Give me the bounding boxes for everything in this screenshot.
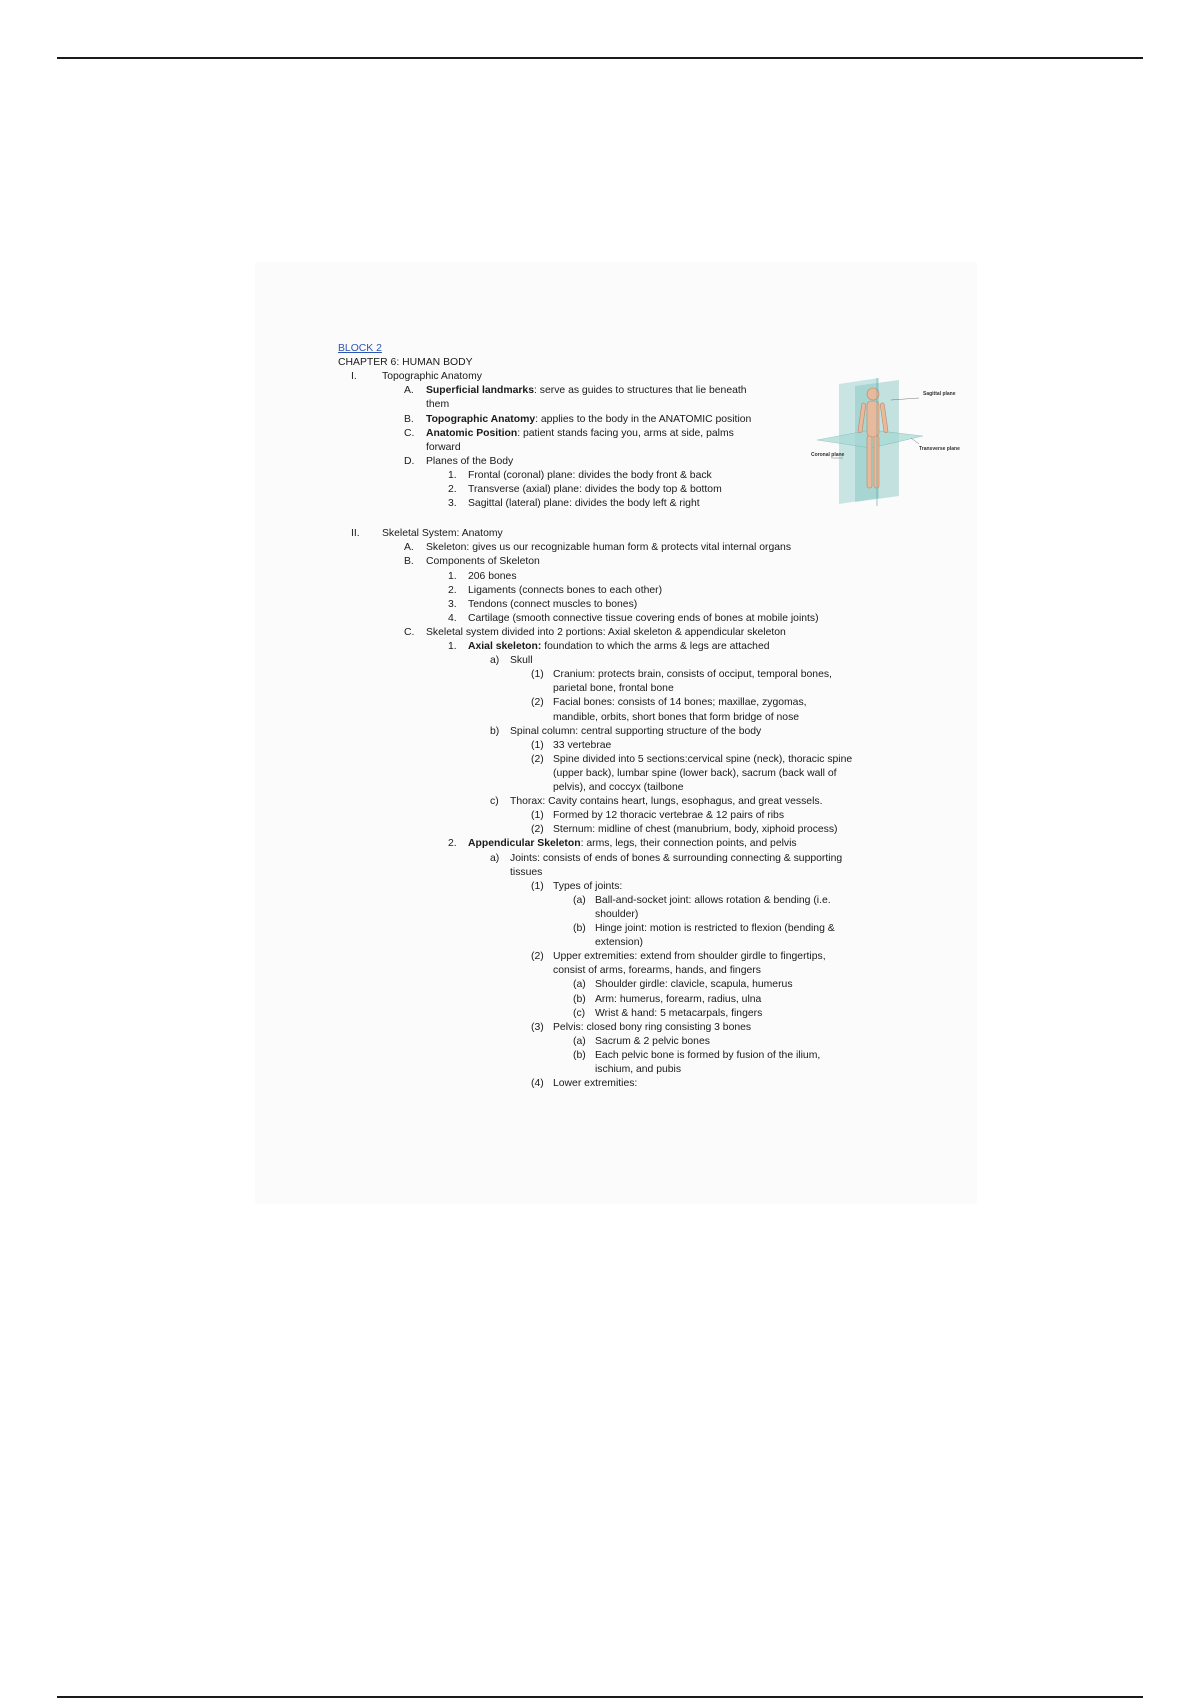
item-2c2a1b-cont: extension): [595, 937, 643, 949]
item-2b2: 2. Ligaments (connects bones to each other): [448, 584, 663, 596]
bottom-rule: [57, 1696, 1143, 1698]
section-2-heading: II. Skeletal System: Anatomy: [351, 528, 503, 540]
item-2c2: 2. Appendicular Skeleton: arms, legs, their connection points, and pelvis: [448, 838, 797, 850]
item-2c2a2a: (a) Shoulder girdle: clavicle, scapula, humerus: [573, 979, 793, 991]
body-planes-figure: [811, 378, 963, 508]
item-2c1b1: (1) 33 vertebrae: [531, 739, 612, 751]
chapter-title: CHAPTER 6: HUMAN BODY: [338, 357, 473, 369]
item-1d1: 1. Frontal (coronal) plane: divides the body front & back: [448, 469, 712, 481]
item-2a: A. Skeleton: gives us our recognizable human form & protects vital internal organs: [404, 542, 792, 554]
svg-text:Sagittal plane: Sagittal plane: [923, 391, 956, 397]
item-1d: D. Planes of the Body: [404, 455, 514, 467]
item-2c1a2-cont: mandible, orbits, short bones that form bridge of nose: [553, 711, 800, 723]
item-2c1c2: (2) Sternum: midline of chest (manubrium, body, xiphoid process): [531, 824, 838, 836]
item-2c1a1-cont: parietal bone, frontal bone: [553, 683, 674, 695]
item-2c1c1: (1) Formed by 12 thoracic vertebrae & 12 pairs of ribs: [531, 810, 785, 822]
item-2c2a1a-cont: shoulder): [595, 908, 639, 920]
item-2c2a3b: (b) Each pelvic bone is formed by fusion of the ilium,: [573, 1049, 821, 1061]
svg-text:Transverse plane: Transverse plane: [919, 446, 960, 452]
item-2c2a3a: (a) Sacrum & 2 pelvic bones: [573, 1035, 710, 1047]
top-rule: [57, 57, 1143, 59]
item-2b3: 3. Tendons (connect muscles to bones): [448, 598, 638, 610]
item-2c1a2: (2) Facial bones: consists of 14 bones; maxillae, zygomas,: [531, 697, 807, 709]
item-2c2a4: (4) Lower extremities:: [531, 1078, 638, 1090]
transverse-label: [911, 438, 960, 452]
item-2c1b: b) Spinal column: central supporting structure of the body: [490, 725, 762, 737]
item-2c1a1: (1) Cranium: protects brain, consists of occiput, temporal bones,: [531, 669, 832, 681]
item-1c: C. Anatomic Position: patient stands facing you, arms at side, palms: [404, 427, 734, 439]
item-1d2: 2. Transverse (axial) plane: divides the body top & bottom: [448, 484, 722, 495]
item-2c2a2: (2) Upper extremities: extend from shoulder girdle to fingertips,: [531, 951, 826, 963]
item-2c2a1: (1) Types of joints:: [531, 880, 623, 892]
item-2c2a3b-cont: ischium, and pubis: [595, 1064, 682, 1075]
item-1c-cont: forward: [426, 441, 461, 453]
item-2c1b2: (2) Spine divided into 5 sections:cervical spine (neck), thoracic spine: [531, 753, 853, 765]
item-2b4: 4. Cartilage (smooth connective tissue covering ends of bones at mobile joints): [448, 612, 819, 624]
item-2c1c: c) Thorax: Cavity contains heart, lungs, esophagus, and great vessels.: [490, 796, 823, 808]
item-2c2a: a) Joints: consists of ends of bones & surrounding connecting & supporting: [490, 852, 843, 864]
item-2c2a1a: (a) Ball-and-socket joint: allows rotation & bending (i.e.: [573, 894, 831, 906]
sagittal-label: [891, 391, 956, 400]
item-2c1a: a) Skull: [490, 655, 533, 667]
item-2c: C. Skeletal system divided into 2 portions: Axial skeleton & appendicular skeleton: [404, 626, 786, 638]
section-1-heading: I. Topographic Anatomy: [351, 371, 482, 383]
item-2b1: 1. 206 bones: [448, 570, 517, 582]
item-1a: A. Superficial landmarks: serve as guides to structures that lie beneath: [404, 385, 747, 397]
item-2c2a2c: (c) Wrist & hand: 5 metacarpals, fingers: [573, 1007, 763, 1019]
item-1b: B. Topographic Anatomy: applies to the body in the ANATOMIC position: [404, 413, 752, 425]
item-2c2a1b: (b) Hinge joint: motion is restricted to flexion (bending &: [573, 923, 835, 934]
item-2c2a2-cont: consist of arms, forearms, hands, and fingers: [553, 965, 761, 977]
item-2c1: 1. Axial skeleton: foundation to which the arms & legs are attached: [448, 641, 770, 652]
block-link[interactable]: BLOCK 2: [338, 343, 382, 354]
item-2c2a-cont: tissues: [510, 866, 543, 878]
item-2c2a3: (3) Pelvis: closed bony ring consisting 3 bones: [531, 1021, 752, 1033]
item-1d3: 3. Sagittal (lateral) plane: divides the body left & right: [448, 498, 700, 510]
item-2b: B. Components of Skeleton: [404, 556, 540, 568]
svg-text:Coronal plane: Coronal plane: [811, 452, 845, 458]
item-2c2a2b: (b) Arm: humerus, forearm, radius, ulna: [573, 993, 762, 1005]
item-2c1b2-cont1: (upper back), lumbar spine (lower back), sacrum (back wall of: [553, 767, 837, 779]
item-1a-cont: them: [426, 399, 450, 411]
item-2c1b2-cont2: pelvis), and coccyx (tailbone: [553, 782, 684, 793]
coronal-label: [811, 452, 845, 458]
